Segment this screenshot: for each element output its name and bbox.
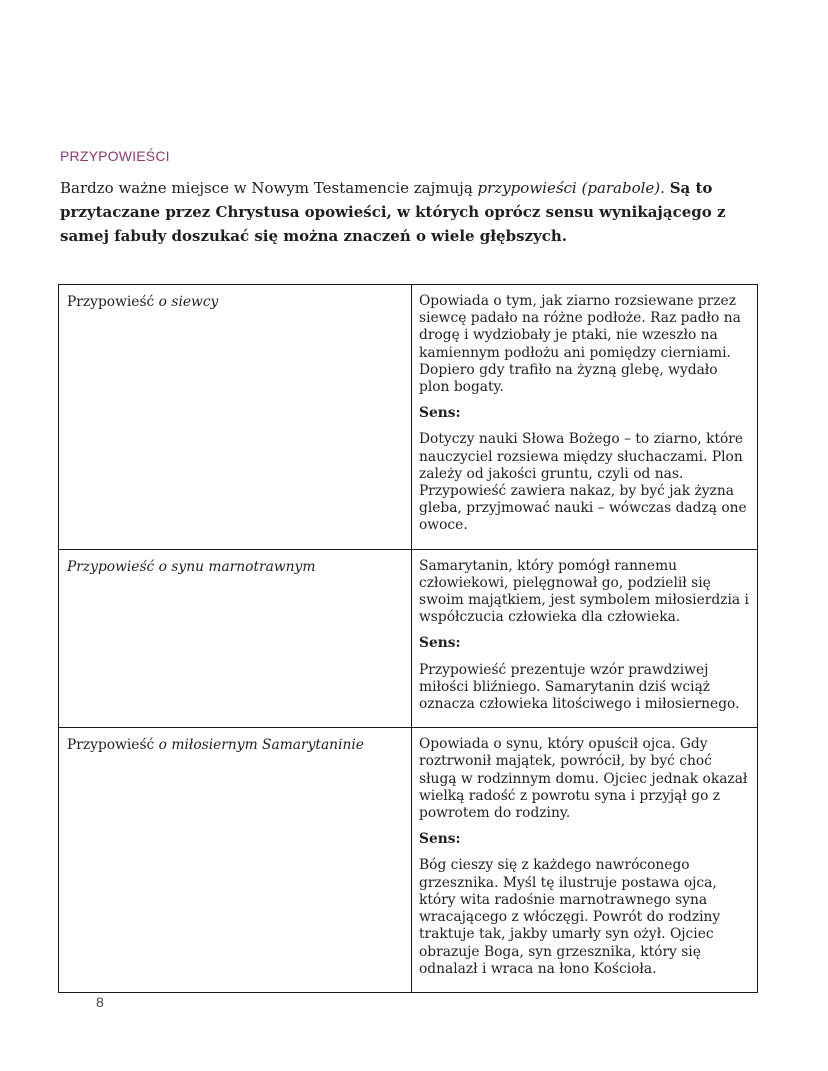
parable-title-prefix: Przypowieść xyxy=(67,294,159,310)
page-number: 8 xyxy=(96,994,104,1010)
intro-text-bold: Są to przytaczane przez Chrystusa opowieści, w których oprócz sensu wynikającego z samej fabuły doszukać się można znaczeń o wiele głębszych. xyxy=(60,179,726,245)
table-row xyxy=(59,549,758,728)
intro-paragraph xyxy=(60,176,750,248)
sens-label: Sens: xyxy=(419,831,461,848)
parable-description: Samarytanin, który pomógł rannemu człowiekowi, pielęgnował go, podzielił się swoim majątkiem, jest symbolem miłosierdzia i współczucia człowieka dla człowieka. xyxy=(419,557,749,626)
table-row xyxy=(59,728,758,993)
section-heading: PRZYPOWIEŚCI xyxy=(60,148,170,164)
parable-sens: Bóg cieszy się z każdego nawróconego grzesznika. Myśl tę ilustruje postawa ojca, który wita radośnie marnotrawnego syna wracającego z włóczęgi. Powrót do rodziny traktuje tak, jakby umarły syn ożył. Ojciec obrazuje Boga, syn grzesznika, który się odnalazł i wraca na łono Kościoła. xyxy=(419,857,721,977)
table-row xyxy=(59,285,758,550)
parable-title-cell xyxy=(59,549,412,728)
parable-sens: Dotyczy nauki Słowa Bożego – to ziarno, które nauczyciel rozsiewa między słuchaczami. Plon zależy od jakości gruntu, czyli od nas. Przypowieść zawiera nakaz, by być jak żyzna gleba, przyjmować nauki – wówczas dadzą one owoce. xyxy=(419,431,747,534)
intro-text-italic: przypowieści (parabole) xyxy=(477,179,661,197)
parable-title-prefix: Przypowieść xyxy=(67,737,159,754)
parable-title-cell xyxy=(59,728,412,993)
parable-title-italic: o miłosiernym Samarytaninie xyxy=(158,737,364,754)
parable-description: Opowiada o tym, jak ziarno rozsiewane przez siewcę padało na różne podłoże. Raz padło na drogę i wydziobały je ptaki, nie wzeszło na kamiennym podłożu ani pomiędzy cierniami. Dopiero gdy trafiło na żyzną glebę, wydało plon bogaty. xyxy=(419,293,741,396)
parable-sens: Przypowieść prezentuje wzór prawdziwej miłości bliźniego. Samarytanin dziś wciąż oznacza człowieka litościwego i miłosiernego. xyxy=(419,661,740,713)
parable-description: Opowiada o synu, który opuścił ojca. Gdy roztrwonił majątek, powrócił, by być choć sługą w rodzinnym domu. Ojciec jednak okazał wielką radość z powrotu syna i przyjął go z powrotem do rodziny. xyxy=(419,736,748,822)
parables-table xyxy=(58,284,758,993)
parable-description-cell xyxy=(412,728,758,993)
parable-title-cell xyxy=(59,285,412,550)
parable-description-cell xyxy=(412,549,758,728)
intro-text-regular: Bardzo ważne miejsce w Nowym Testamencie zajmują xyxy=(60,179,478,197)
parable-title-italic: Przypowieść o synu marnotrawnym xyxy=(67,558,316,575)
sens-label: Sens: xyxy=(419,405,461,422)
parable-title-italic: o siewcy xyxy=(158,294,219,310)
sens-label: Sens: xyxy=(419,635,461,652)
parable-description-cell xyxy=(412,285,758,550)
intro-text-period: . xyxy=(660,179,670,197)
